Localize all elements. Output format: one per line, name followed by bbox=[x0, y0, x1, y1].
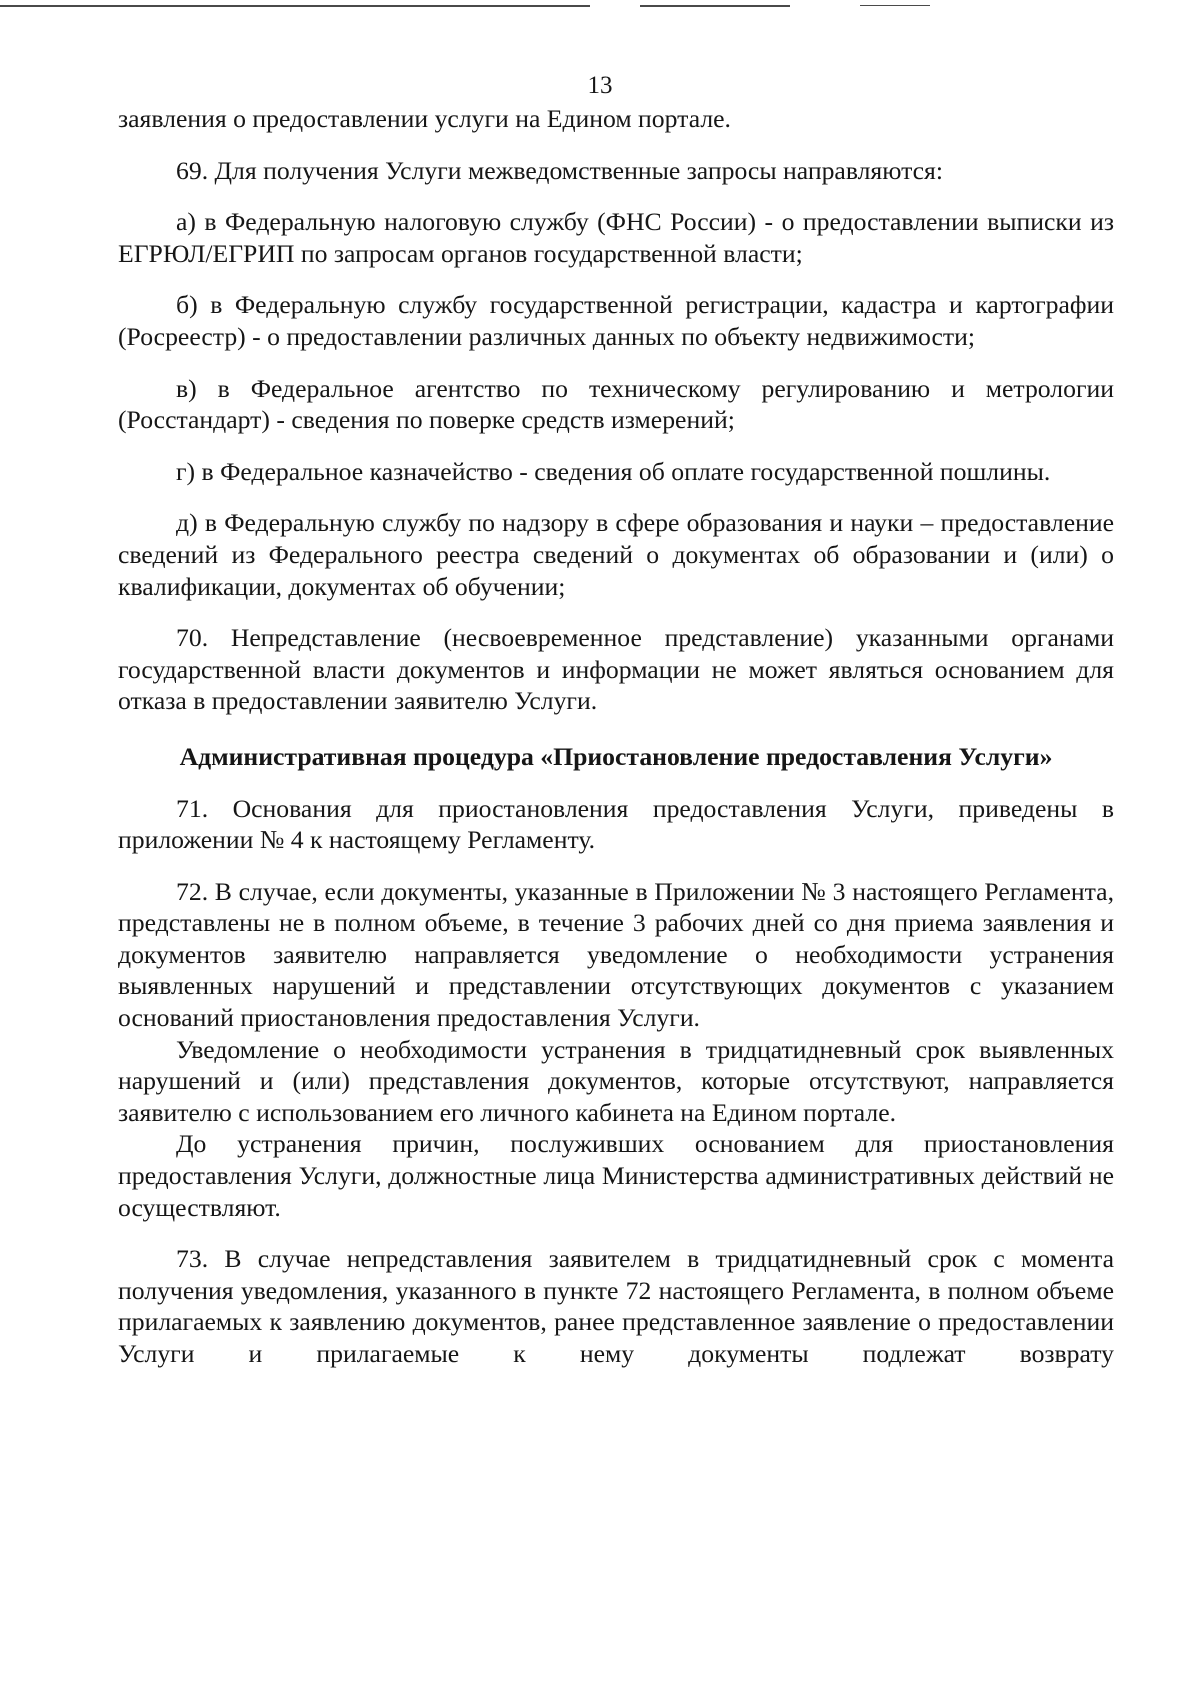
paragraph-70: 70. Непредставление (несвоевременное представление) указанными органами государственной власти документов и информации не может являться основанием для отказа в предоставлении заявителю Услуги. bbox=[118, 623, 1114, 716]
section-heading: Административная процедура «Приостановление предоставления Услуги» bbox=[179, 741, 1053, 771]
paragraph-69-b: б) в Федеральную службу государственной регистрации, кадастра и картографии (Росреестр) - о предоставлении различных данных по объекту недвижимости; bbox=[118, 290, 1114, 351]
paragraph-69: 69. Для получения Услуги межведомственные запросы направляются: bbox=[176, 155, 943, 185]
paragraph-72: 72. В случае, если документы, указанные в Приложении № 3 настоящего Регламента, представлены не в полном объеме, в течение 3 рабочих дней со дня приема заявления и документов заявителю направляется уведомление о необходимости устранения выявленных нарушений и представлении отсутствующих документов с указанием оснований приостановления предоставления Услуги. bbox=[118, 876, 1114, 1033]
paragraph-72-notice: Уведомление о необходимости устранения в тридцатидневный срок выявленных нарушений и (или) представления документов, которые отсутствуют, направляется заявителю с использованием его личного кабинета на Едином портале. bbox=[118, 1034, 1114, 1127]
scan-edge-line bbox=[640, 5, 790, 7]
paragraph-69-g: г) в Федеральное казначейство - сведения об оплате государственной пошлины. bbox=[176, 456, 1051, 486]
document-body bbox=[118, 103, 1114, 1370]
paragraph-73: 73. В случае непредставления заявителем в тридцатидневный срок с момента получения уведомления, указанного в пункте 72 настоящего Регламента, в полном объеме прилагаемых к заявлению документов, ранее представленное заявление о предоставлении Услуги и прилагаемые к нему документы подлежат возврату bbox=[118, 1244, 1114, 1368]
paragraph-71: 71. Основания для приостановления предоставления Услуги, приведены в приложении № 4 к настоящему Регламенту. bbox=[118, 793, 1114, 855]
paragraph-69-d: д) в Федеральную службу по надзору в сфере образования и науки – предоставление сведений из Федерального реестра сведений о документах об образовании и (или) о квалификации, документах об обучении; bbox=[118, 508, 1114, 601]
page-number: 13 bbox=[587, 72, 613, 99]
paragraph-72-until: До устранения причин, послуживших основанием для приостановления предоставления Услуги, должностные лица Министерства административных действий не осуществляют. bbox=[118, 1129, 1114, 1222]
paragraph-69-a: а) в Федеральную налоговую службу (ФНС России) - о предоставлении выписки из ЕГРЮЛ/ЕГРИП по запросам органов государственной власти; bbox=[118, 207, 1114, 268]
scan-edge-line bbox=[860, 5, 930, 6]
paragraph-continuation: заявления о предоставлении услуги на Едином портале. bbox=[118, 104, 731, 133]
scan-edge-line bbox=[0, 5, 590, 7]
paragraph-69-v: в) в Федеральное агентство по техническому регулированию и метрологии (Росстандарт) - сведения по поверке средств измерений; bbox=[118, 373, 1114, 435]
